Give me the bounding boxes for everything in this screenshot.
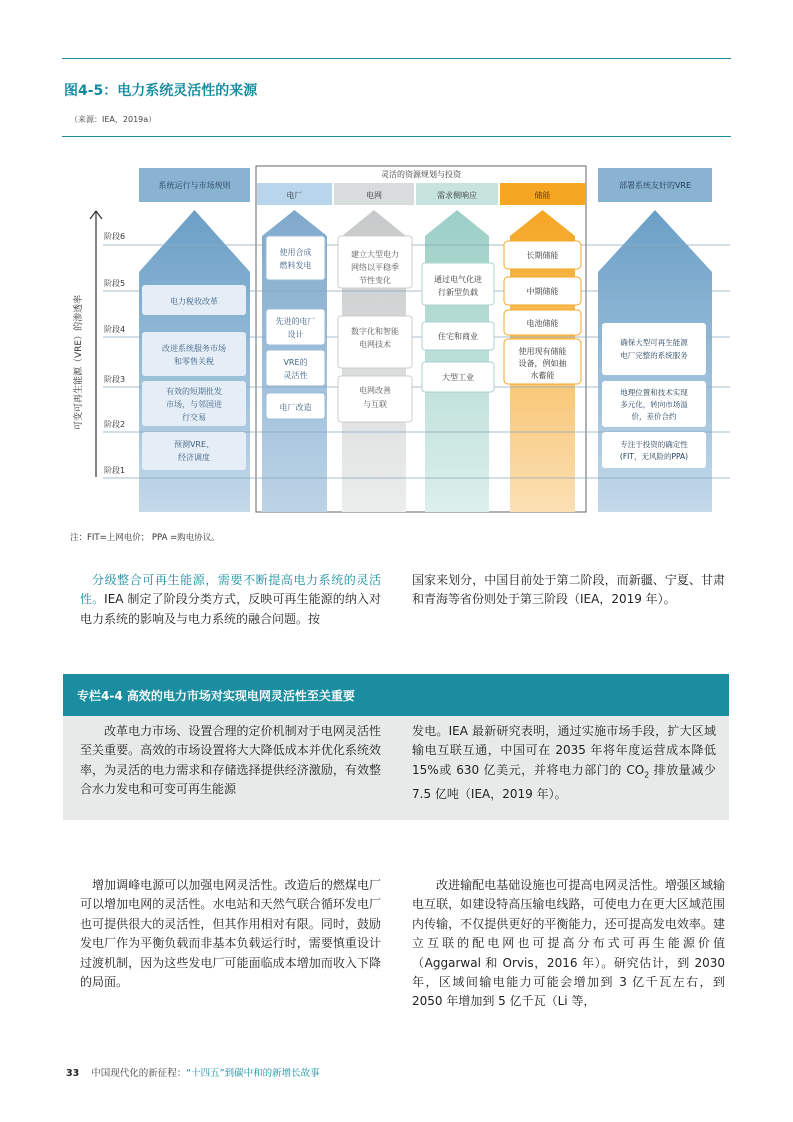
- box-text-right-a: 发电。IEA 最新研究表明，通过实施市场手段，扩大区域输电互联互通，中国可在 2035 年将年度运营成本降低 15%或 630 亿美元，并将电力部门的 CO: [412, 724, 716, 777]
- right-item-1-line1: 确保大型可再生能源: [620, 338, 688, 347]
- y-axis-label: 可变可再生能源（VRE）的渗透率: [74, 294, 84, 430]
- left-item-2-line1: 改进系统服务市场: [162, 344, 226, 353]
- plant-item-3-line2: 灵活性: [283, 371, 308, 380]
- demand-item-1-line2: 行新型负载: [438, 288, 478, 297]
- storage-item-3: 电池储能: [526, 319, 559, 328]
- left-item-box-2: [142, 332, 246, 376]
- storage-item-4-line1: 使用现有储能: [518, 347, 567, 356]
- box-text-right-b: 排放量减少 7.5 亿吨（IEA，2019 年）。: [412, 762, 716, 801]
- box-text-left: 改革电力市场、设置合理的定价机制对于电网灵活性至关重要。高效的市场设置将大大降低成本并优化系统效率，为灵活的电力需求和存储选择提供经济激励，有效整合水力发电和可变可再生能源: [80, 724, 381, 797]
- para1-left: 分级整合可再生能源，需要不断提高电力系统的灵活性。IEA 制定了阶段分类方式，反映可再生能源的纳入对电力系统的影响及与电力系统的融合问题。按: [80, 573, 381, 626]
- left-column-header: 系统运行与市场规则: [158, 181, 231, 190]
- stage-label-3: 阶段3: [104, 375, 126, 384]
- left-item-3-line3: 行交易: [182, 413, 206, 422]
- left-item-2-line2: 和零售关税: [174, 357, 214, 366]
- plant-item-1-line2: 燃料发电: [279, 261, 312, 270]
- left-item-3-line1: 有效的短期批发: [166, 387, 222, 396]
- storage-item-4-line2: 设备，例如抽: [518, 359, 567, 368]
- para1-right: 国家来划分，中国目前处于第二阶段，而新疆、宁夏、甘肃和青海等省份则处于第三阶段（IEA，2019 年）。: [412, 573, 725, 607]
- plant-item-4: 电厂改造: [279, 403, 312, 412]
- box-title: 专栏4-4 高效的电力市场对实现电网灵活性至关重要: [77, 689, 355, 703]
- left-item-1: 电力税收改革: [170, 297, 218, 306]
- figure-note: 注：FIT=上网电价； PPA =购电协议。: [70, 533, 220, 543]
- left-item-4-line2: 经济调度: [178, 453, 210, 462]
- demand-arrow: [425, 210, 489, 512]
- grid-item-1-line1: 建立大型电力: [351, 250, 399, 259]
- right-item-2-line3: 价，差价合约: [631, 412, 677, 421]
- plant-item-3-line1: VRE的: [283, 358, 308, 367]
- right-item-1-line2: 电厂完整的系统服务: [620, 351, 688, 360]
- demand-header: 需求侧响应: [437, 191, 477, 200]
- plant-item-2-line1: 先进的电厂: [275, 317, 316, 326]
- plant-item-2-line2: 设计: [287, 330, 304, 339]
- grid-item-3-line2: 与互联: [363, 400, 387, 409]
- box-text-right: [412, 722, 716, 804]
- left-item-box-4: [142, 432, 246, 470]
- page-number: 33: [66, 1068, 80, 1079]
- footer: [66, 1065, 320, 1079]
- grid-item-box-3: [338, 376, 412, 422]
- plant-item-box-1: [266, 236, 325, 280]
- box-header: [63, 674, 729, 716]
- right-item-3-line1: 专注于投资的确定性: [620, 440, 688, 449]
- figure-source: （来源：IEA，2019a）: [70, 115, 157, 124]
- footer-quoted-title: “十四五”到碳中和的新增长故事: [186, 1068, 320, 1079]
- demand-item-1-line1: 通过电气化进: [434, 275, 482, 284]
- para2: 增加调峰电源可以加强电网灵活性。改造后的燃煤电厂可以增加电网的灵活性。水电站和天然气联合循环发电厂也可提供很大的灵活性，但其作用相对有限。同时，鼓励发电厂作为平衡负载而非基本负载运行时，需要慎重设计过渡机制，因为这些发电厂可能面临成本增加而收入下降的局面。: [80, 878, 381, 990]
- right-item-box-3: [602, 432, 706, 468]
- stage-label-1: 阶段1: [104, 466, 126, 475]
- plant-header: 电厂: [286, 191, 303, 200]
- plant-item-box-2: [266, 309, 325, 345]
- right-column-header: 部署系统友好的VRE: [618, 181, 692, 190]
- right-item-3-line2: (FIT，无风险的PPA): [619, 452, 689, 461]
- para1-highlight: 分级整合可再生能源，需要不断提高电力系统的灵活性。: [80, 573, 381, 607]
- para3: 改进输配电基础设施也可提高电网灵活性。增强区域输电互联，如建设特高压输电线路，可使电力在更大区域范围内传输，不仅提供更好的平衡能力，还可提高发电效率。建立互联的配电网也可提高分布式可再生能源价值（Aggarwal 和 Orvis，2016 年）。研究估计，到 2030 年，区域间输电能力可能会增加到 3 亿千瓦左右，到 2050 年增加到 5 亿千瓦（Li 等，: [412, 878, 725, 1009]
- stage-label-5: 阶段5: [104, 279, 126, 288]
- storage-header: 储能: [534, 191, 551, 200]
- left-item-4-line1: 预测VRE、: [173, 440, 215, 449]
- center-header: 灵活的资源规划与投资: [381, 170, 461, 179]
- demand-item-3: 大型工业: [442, 373, 474, 382]
- stage-label-2: 阶段2: [104, 420, 126, 429]
- grid-item-1-line2: 网络以平稳季: [351, 263, 399, 272]
- right-item-2-line2: 多元化，转向市场溢: [620, 400, 688, 409]
- right-item-2-line1: 地理位置和技术实现: [620, 388, 688, 397]
- left-item-3-line2: 市场，与邻国进: [166, 400, 222, 409]
- demand-item-box-1: [422, 263, 494, 305]
- flexibility-diagram: [0, 0, 793, 560]
- footer-book-title: 中国现代化的新征程：: [91, 1068, 187, 1079]
- demand-item-2: 住宅和商业: [438, 332, 478, 341]
- grid-item-2-line2: 电网技术: [359, 340, 391, 349]
- storage-item-4-line3: 水蓄能: [530, 371, 555, 380]
- grid-item-1-line3: 节性变化: [359, 276, 391, 285]
- stage-label-4: 阶段4: [104, 325, 126, 334]
- grid-item-3-line1: 电网改善: [359, 386, 391, 395]
- storage-item-1: 长期储能: [526, 251, 559, 260]
- plant-item-1-line1: 使用合成: [279, 248, 312, 257]
- figure-title: 图4-5：电力系统灵活性的来源: [64, 83, 258, 99]
- right-item-box-1: [602, 323, 706, 375]
- plant-item-box-3: [266, 350, 325, 386]
- stage-label-6: 阶段6: [104, 232, 126, 241]
- grid-header: 电网: [366, 191, 382, 200]
- co2-subscript: 2: [644, 770, 650, 780]
- grid-item-2-line1: 数字化和智能: [351, 327, 399, 336]
- storage-item-2: 中期储能: [526, 287, 559, 296]
